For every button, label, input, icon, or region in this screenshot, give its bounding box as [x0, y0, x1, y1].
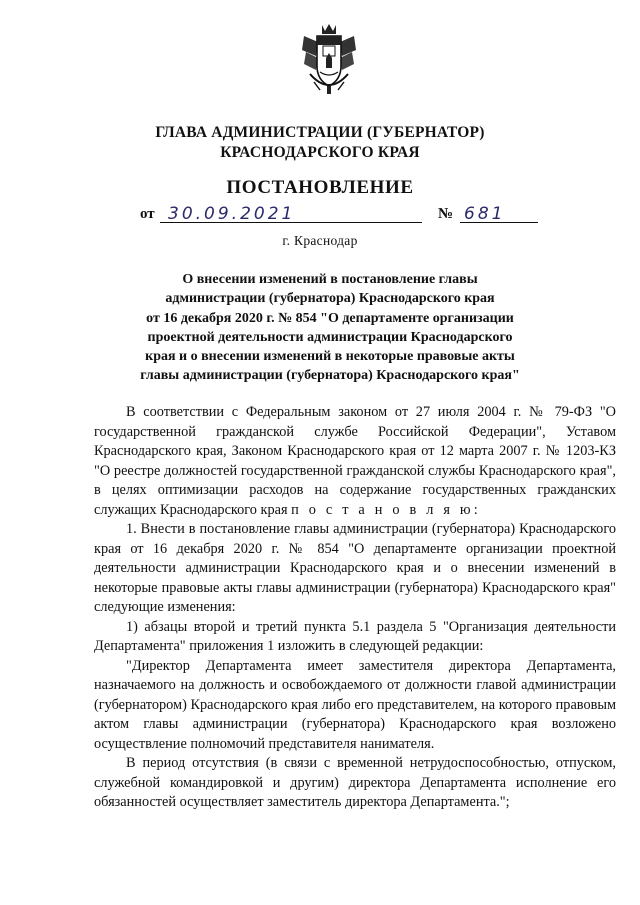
document-type: ПОСТАНОВЛЕНИЕ: [226, 177, 414, 198]
city: г. Краснодар: [282, 233, 358, 248]
item-1-1-paragraph: 1) абзацы второй и третий пункта 5.1 раздела 5 "Организация деятельности Департамента" приложения 1 изложить в следующей редакции:: [94, 618, 616, 654]
title-line: О внесении изменений в постановление главы: [182, 272, 478, 287]
date-label: от: [140, 206, 155, 222]
resolve-word: п о с т а н о в л я ю:: [291, 501, 481, 518]
handwritten-date: 30.09.2021: [168, 204, 296, 224]
document-title: [110, 270, 550, 386]
quoted-paragraph-2: В период отсутствия (в связи с временной нетрудоспособностью, отпуском, служебной командировкой и другим) директора Департамента исполнение его обязанностей осуществляет заместитель директора Департамента.";: [94, 755, 616, 810]
title-line: главы администрации (губернатора) Краснодарского края": [140, 368, 520, 384]
date-number-row: [140, 204, 540, 226]
title-line: от 16 декабря 2020 г. № 854 "О департаменте организации: [146, 310, 514, 326]
title-line: края и о внесении изменений в некоторые правовые акты: [145, 349, 515, 365]
issuer-title-line-1: ГЛАВА АДМИНИСТРАЦИИ (ГУБЕРНАТОР): [155, 124, 485, 141]
title-line: проектной деятельности администрации Краснодарского: [147, 329, 513, 345]
issuer-title-line-2: КРАСНОДАРСКОГО КРАЯ: [220, 144, 420, 161]
item-1-paragraph: 1. Внести в постановление главы администрации (губернатора) Краснодарского края от 16 декабря 2020 г. № 854 "О департаменте организации проектной деятельности администрации Краснодарского края и о внесении изменений в некоторые правовые акты главы администрации (губернатора) Краснодарского края" следующие изменения:: [94, 521, 616, 615]
title-line: администрации (губернатора) Краснодарского края: [165, 291, 495, 307]
preamble-paragraph: [94, 403, 616, 520]
document-body: [94, 403, 616, 813]
preamble-text: В соответствии с Федеральным законом от 27 июля 2004 г. № 79-ФЗ "О государственной гражданской службе Российской Федерации", Уставом Краснодарского края, Законом Краснодарского края от 12 марта 2007 г. № 1203-КЗ "О реестре должностей государственной гражданской службы Краснодарского края", в целях оптимизации расходов на содержание государственных гражданских служащих Краснодарского края: [94, 404, 616, 518]
quoted-paragraph-1: "Директор Департамента имеет заместителя директора Департамента, назначаемого на должность и освобождаемого от должности главой администрации (губернатором) Краснодарского края либо его представителем, на которого правовым актом главы администрации (губернатора) Краснодарского края возложено осуществление полномочий представителя нанимателя.: [94, 657, 616, 752]
krasnodar-coat-of-arms-icon: [300, 22, 358, 96]
handwritten-number: 681: [464, 204, 506, 224]
number-label: №: [438, 206, 454, 222]
